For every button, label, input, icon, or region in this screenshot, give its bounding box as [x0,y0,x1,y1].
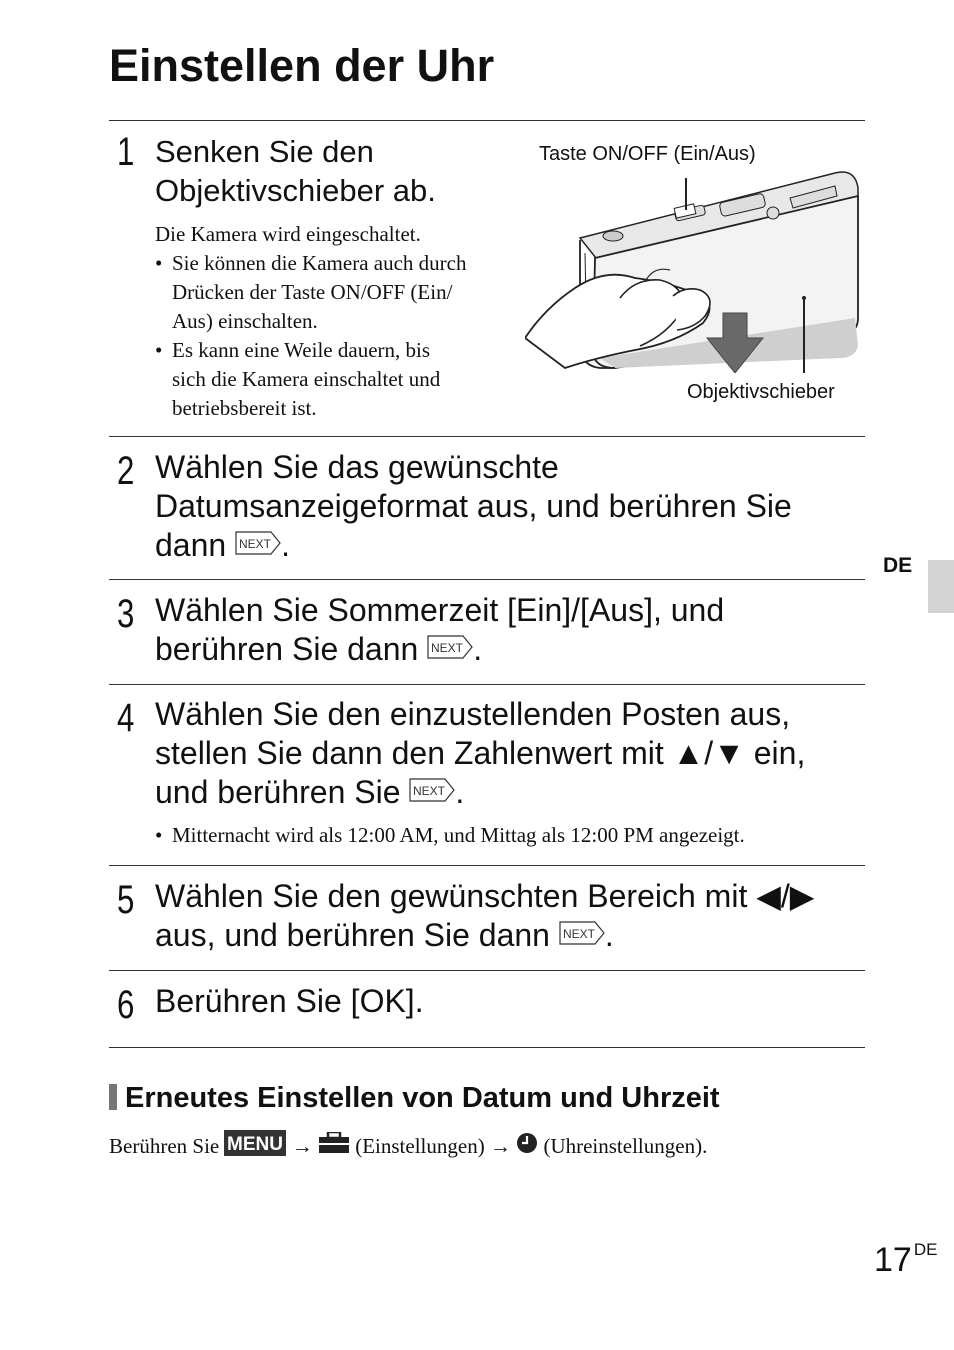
svg-text:MENU: MENU [227,1134,284,1155]
step-number: 2 [117,449,135,493]
next-button-icon [559,915,605,954]
svg-text:NEXT: NEXT [239,537,272,552]
camera-illustration [525,168,865,373]
step-number: 3 [117,592,135,636]
step-title: Senken Sie den Objektivschieber ab. [155,134,436,208]
page-title: Einstellen der Uhr [109,40,495,91]
bullet-item: • Es kann eine Weile dauern, bis [155,336,515,365]
arrow-icon: → [291,1133,313,1158]
step-number: 4 [117,696,135,740]
bullet-item: • Sie können die Kamera auch durch [155,249,515,278]
svg-text:NEXT: NEXT [562,927,595,942]
section-heading: Erneutes Einstellen von Datum und Uhrzeit [109,1082,720,1115]
divider [109,436,865,437]
step-title: Wählen Sie das gewünschte Datumsanzeigeformat aus, und berühren Sie dann NEXT . [155,449,792,563]
divider [109,1047,865,1048]
step-description: Die Kamera wird eingeschaltet. • Sie können die Kamera auch durch Drücken der Taste ON/OFF (Ein/ Aus) einschalten. • Es kann eine Weile dauern, bis sich die Kamera einschaltet und betriebsbereit ist. [155,220,515,423]
step-number: 6 [117,983,135,1027]
on-off-button-label: Taste ON/OFF (Ein/Aus) [539,143,756,165]
step-title: Berühren Sie [OK]. [155,983,424,1019]
divider [109,120,865,121]
lens-slider-label: Objektivschieber [687,381,835,403]
step-title: Wählen Sie Sommerzeit [Ein]/[Aus], und berühren Sie dann NEXT . [155,592,725,667]
step-4 [109,693,865,863]
step-2 [109,446,865,576]
clock-icon [516,1132,538,1160]
svg-text:NEXT: NEXT [431,641,464,656]
language-tab-label: DE [883,554,913,577]
step-number: 5 [117,878,135,922]
next-button-icon [409,772,455,811]
next-button-icon [235,525,281,564]
page-number: 17 $^{DE}$ [874,1240,938,1279]
step-6 [109,980,865,1040]
step-title: Wählen Sie den einzustellenden Posten aus, stellen Sie dann den Zahlenwert mit ▲/▼ ein, und berühren Sie NEXT . [155,696,806,810]
divider [109,684,865,685]
language-tab [928,560,954,613]
step-5 [109,875,865,967]
arrow-icon: → [489,1133,511,1158]
step-note: • Mitternacht wird als 12:00 AM, und Mittag als 12:00 PM angezeigt. [155,821,872,850]
menu-icon [224,1130,286,1162]
svg-text:NEXT: NEXT [413,784,446,799]
divider [109,579,865,580]
instruction-line: Berühren Sie MENU → (Einstellungen) → (Uhreinstellungen). [109,1132,707,1164]
step-number: 1 [117,130,135,174]
step-3 [109,589,865,681]
toolbox-icon [318,1132,350,1160]
divider [109,865,865,866]
divider [109,970,865,971]
next-button-icon [427,629,473,668]
step-title: Wählen Sie den gewünschten Bereich mit ◀/▶ aus, und berühren Sie dann NEXT . [155,878,815,953]
section-marker [109,1084,117,1110]
